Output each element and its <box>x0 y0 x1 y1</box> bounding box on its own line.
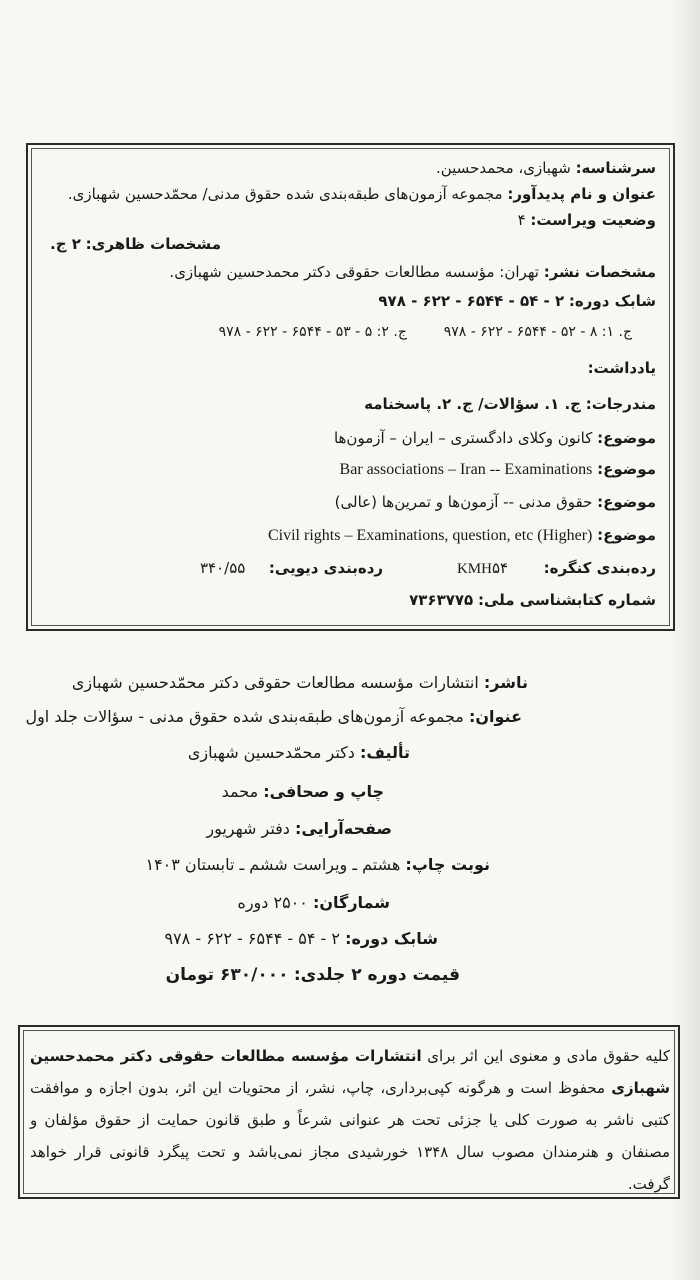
catalog-isbn-vol1: ج. ۱: ۸ - ۵۲ - ۶۵۴۴ - ۶۲۲ - ۹۷۸ <box>443 324 632 340</box>
imprint-layout-label: صفحه‌آرایی: <box>295 819 392 838</box>
catalog-title-label: عنوان و نام پدیدآور: <box>507 185 656 203</box>
imprint-publisher-value: انتشارات مؤسسه مطالعات حقوقی دکتر محمّدحسین شهبازی <box>71 673 479 692</box>
imprint-copies-row <box>237 892 390 914</box>
imprint-publisher-row <box>72 672 528 694</box>
catalog-national-value: ۷۳۶۳۷۷۵ <box>409 591 474 609</box>
catalog-dewey-value: ۳۴۰/۵۵ <box>200 559 246 577</box>
imprint-price-value: ۶۳۰/۰۰۰ تومان <box>165 965 289 985</box>
catalog-subject4-value: Civil rights – Examinations, question, etc (Higher) <box>267 527 593 544</box>
catalog-congress-label: رده‌بندی کنگره: <box>543 559 656 577</box>
catalog-national-label: شماره کتابشناسی ملی: <box>477 591 656 609</box>
catalog-contents-row <box>364 394 656 414</box>
imprint-price-label: قیمت دوره ۲ جلدی: <box>293 965 460 985</box>
catalog-heading-row <box>436 158 656 178</box>
catalog-subject3-value: حقوق مدنی -- آزمون‌ها و تمرین‌ها (عالی) <box>334 493 593 511</box>
catalog-dewey-label: رده‌بندی دیویی: <box>268 559 384 577</box>
catalog-isbn-set-row <box>378 291 656 311</box>
catalog-edition-label: وضعیت ویراست: <box>530 211 656 229</box>
catalog-notes-label: یادداشت: <box>587 359 656 377</box>
catalog-heading-label: سرشناسه: <box>575 159 656 177</box>
catalog-publisher-value: تهران: مؤسسه مطالعات حقوقی دکتر محمدحسین شهبازی. <box>169 263 539 281</box>
imprint-author-row <box>188 742 410 764</box>
catalog-congress-value: KMH۵۴ <box>456 561 509 577</box>
catalog-notes-row <box>588 358 656 378</box>
catalog-publisher-row <box>169 262 656 282</box>
copyright-notice-text <box>30 1040 670 1200</box>
catalog-isbn-set-value: ۲ - ۵۴ - ۶۵۴۴ - ۶۲۲ - ۹۷۸ <box>378 292 565 310</box>
catalog-subject1-value: کانون وکلای دادگستری – ایران – آزمون‌ها <box>333 429 593 447</box>
catalog-isbn-volumes-row <box>219 322 632 342</box>
catalog-physical-value: ۲ ج. <box>50 235 81 253</box>
catalog-isbn-set-label: شابک دوره: <box>568 292 656 310</box>
catalog-congress-row <box>457 558 656 579</box>
imprint-author-value: دکتر محمّدحسین شهبازی <box>187 743 355 762</box>
catalog-subject2-value: Bar associations – Iran -- Examinations <box>339 461 593 478</box>
catalog-subject-label: موضوع: <box>597 493 656 511</box>
catalog-subject-label: موضوع: <box>597 429 656 447</box>
imprint-copies-value: ۲۵۰۰ دوره <box>237 893 308 912</box>
imprint-author-label: تألیف: <box>359 743 410 762</box>
imprint-print-row <box>222 781 384 803</box>
catalog-subject-label: موضوع: <box>597 460 656 478</box>
catalog-edition-value: ۴ <box>517 211 526 229</box>
catalog-publisher-label: مشخصات نشر: <box>543 263 656 281</box>
copyright-owner: انتشارات مؤسسه مطالعات حقوقی دکتر محمدحسین شهبازی <box>30 1047 670 1097</box>
imprint-title-label: عنوان: <box>468 707 522 726</box>
imprint-layout-value: دفتر شهریور <box>206 819 290 838</box>
imprint-isbn-label: شابک دوره: <box>345 929 438 948</box>
catalog-national-row <box>409 590 656 610</box>
catalog-contents-label: مندرجات: <box>585 395 656 413</box>
imprint-publisher-label: ناشر: <box>483 673 528 692</box>
catalog-subject4-row <box>268 525 656 546</box>
imprint-edition-label: نوبت چاپ: <box>405 855 490 874</box>
imprint-edition-value: هشتم ـ ویراست ششم ـ تابستان ۱۴۰۳ <box>145 855 401 874</box>
imprint-layout-row <box>206 818 392 840</box>
imprint-price-row <box>166 964 460 986</box>
imprint-print-label: چاپ و صحافی: <box>263 782 384 801</box>
imprint-isbn-value: ۲ - ۵۴ - ۶۵۴۴ - ۶۲۲ - ۹۷۸ <box>164 929 340 948</box>
imprint-copies-label: شمارگان: <box>312 893 390 912</box>
catalog-dewey-row <box>200 558 383 578</box>
catalog-subject3-row <box>335 492 656 512</box>
catalog-title-value: مجموعه آزمون‌های طبقه‌بندی شده حقوق مدنی/ محمّدحسین شهبازی. <box>67 185 503 203</box>
catalog-physical-row <box>50 234 221 254</box>
imprint-title-row <box>25 706 522 728</box>
catalog-physical-label: مشخصات ظاهری: <box>85 235 221 253</box>
catalog-title-row <box>68 184 656 204</box>
imprint-print-value: محمد <box>221 782 259 801</box>
catalog-contents-value: ج. ۱. سؤالات/ ج. ۲. پاسخنامه <box>364 395 581 413</box>
catalog-subject2-row <box>340 459 656 480</box>
catalog-edition-row <box>518 210 656 230</box>
imprint-edition-row <box>145 854 490 876</box>
catalog-heading-value: شهبازی، محمدحسین. <box>435 159 571 177</box>
imprint-isbn-row <box>164 928 438 950</box>
catalog-subject1-row <box>334 428 656 448</box>
catalog-subject-label: موضوع: <box>597 526 656 544</box>
imprint-title-value: مجموعه آزمون‌های طبقه‌بندی شده حقوق مدنی - سؤالات جلد اول <box>25 707 464 726</box>
catalog-isbn-vol2: ج. ۲: ۵ - ۵۳ - ۶۵۴۴ - ۶۲۲ - ۹۷۸ <box>218 324 407 340</box>
copyright-intro: کلیه حقوق مادی و معنوی این اثر برای <box>427 1047 670 1065</box>
copyright-body: محفوظ است و هرگونه کپی‌برداری، چاپ، نشر، از محتویات این اثر، بدون اجازه و موافقت کتبی ناشر به صورت کلی یا جزئی تحت هر عنوانی شرعاً و طبق قانون حمایت از حقوق مؤلفان و مصنفان و هنرمندان مصوب سال ۱۳۴۸ خورشیدی مجاز نمی‌باشد و تحت پیگرد قانونی قرار خواهد گرفت. <box>30 1079 671 1193</box>
